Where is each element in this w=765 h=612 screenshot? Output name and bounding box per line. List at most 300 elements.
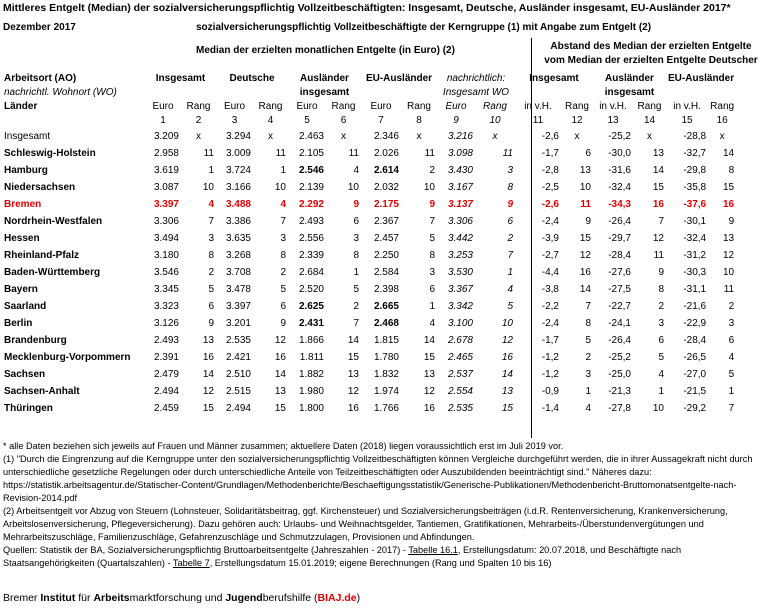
- table-cell: -29,2: [683, 403, 707, 414]
- row-header-laender: Länder: [4, 101, 38, 112]
- table-cell: 12: [652, 233, 664, 244]
- table-cell: x: [268, 131, 273, 142]
- table-cell: 4: [280, 199, 286, 210]
- table-row: [2, 366, 736, 383]
- table-cell: 2.678: [447, 335, 473, 346]
- table-cell: -25,2: [608, 131, 631, 142]
- footer-part: für: [75, 592, 94, 604]
- table-cell: -28,4: [683, 335, 707, 346]
- table-cell: 4: [353, 165, 359, 176]
- row-label: Thüringen: [4, 403, 53, 414]
- table-cell: 3.345: [153, 284, 179, 295]
- table-cell: 13: [652, 148, 664, 159]
- row-label: Berlin: [4, 318, 33, 329]
- table-cell: -3,8: [541, 284, 559, 295]
- table-cell: 9: [728, 216, 735, 227]
- table-cell: 8: [728, 165, 735, 176]
- table-cell: x: [719, 131, 725, 142]
- table-cell: 16: [723, 199, 735, 210]
- table-cell: 3: [353, 233, 359, 244]
- table-row: [2, 179, 736, 196]
- table-cell: 12: [274, 335, 286, 346]
- table-cell: -34,3: [608, 199, 631, 210]
- table-cell: 2.139: [298, 182, 324, 193]
- table-cell: 15: [579, 233, 591, 244]
- table-cell: x: [574, 131, 580, 142]
- table-cell: 2: [353, 301, 359, 312]
- table-cell: 1: [658, 386, 664, 397]
- table-cell: 2.684: [298, 267, 324, 278]
- table-cell: 3: [585, 369, 591, 380]
- unit-4: Rang: [258, 101, 283, 112]
- table-cell: 13: [347, 369, 359, 380]
- table-cell: -32,7: [683, 148, 707, 159]
- table-cell: x: [416, 131, 422, 142]
- table-cell: -24,1: [608, 318, 631, 329]
- note-sources: [3, 544, 763, 570]
- table-cell: 5: [585, 335, 591, 346]
- table-cell: 3.386: [225, 216, 251, 227]
- table-cell: 2.457: [373, 233, 399, 244]
- colnum-9: 9: [453, 115, 459, 126]
- row-label: Rheinland-Pfalz: [4, 250, 80, 261]
- table-cell: 3.306: [447, 216, 473, 227]
- table-cell: 2.339: [298, 250, 324, 261]
- table-cell: 2: [728, 301, 735, 312]
- table-cell: 1: [507, 267, 513, 278]
- table-cell: -2,2: [541, 301, 559, 312]
- table-cell: -37,6: [683, 199, 707, 210]
- header-row-3: [2, 100, 736, 114]
- table-cell: 9: [280, 318, 286, 329]
- row-label: Niedersachsen: [4, 182, 76, 193]
- table-cell: 9: [507, 199, 513, 210]
- table-cell: 1: [353, 267, 359, 278]
- table-cell: 5: [658, 352, 664, 363]
- table-cell: 15: [723, 182, 735, 193]
- table-cell: 2.515: [225, 386, 251, 397]
- unit-15: in v.H.: [673, 101, 701, 112]
- footer-part-bold: Jugend: [225, 592, 263, 604]
- group-abstand-insgesamt: Insgesamt: [529, 73, 579, 84]
- table-cell: 2.494: [153, 386, 179, 397]
- table-cell: -0,9: [541, 386, 559, 397]
- group-nachrichtlich: nachrichtlich:: [446, 73, 506, 84]
- table-cell: -1,7: [541, 335, 559, 346]
- table-cell: 2.459: [153, 403, 179, 414]
- table-cell: 2: [585, 352, 591, 363]
- colnum-13: 13: [607, 115, 619, 126]
- table-cell: 3.530: [447, 267, 473, 278]
- table-cell: 11: [203, 148, 214, 159]
- table-cell: 8: [507, 182, 513, 193]
- table-cell: -26,4: [608, 335, 631, 346]
- table-cell: 12: [501, 335, 513, 346]
- row-label: Brandenburg: [4, 335, 67, 346]
- table-cell: 3.180: [153, 250, 179, 261]
- group-abstand-auslaender: Ausländer: [605, 73, 654, 84]
- table-cell: 13: [579, 165, 591, 176]
- table-cell: x: [196, 131, 201, 142]
- table-cell: 3.201: [225, 318, 251, 329]
- footer-part: ): [356, 592, 361, 604]
- table-cell: -22,9: [683, 318, 707, 329]
- table-cell: 13: [723, 233, 735, 244]
- table-cell: 3.216: [447, 131, 473, 142]
- table-cell: 10: [347, 182, 359, 193]
- subtitle-kerngruppe: sozialversicherungspflichtig Vollzeitbeschäftigte der Kerngruppe (1) mit Angabe zum Entgelt (2): [196, 22, 652, 33]
- colnum-7: 7: [378, 115, 384, 126]
- table-cell: 2: [507, 233, 513, 244]
- table-cell: -30,1: [683, 216, 707, 227]
- table-cell: 6: [280, 301, 286, 312]
- table-cell: -28,4: [608, 250, 631, 261]
- table-cell: 5: [208, 284, 214, 295]
- table-cell: 9: [585, 216, 591, 227]
- group-eu: EU-Ausländer: [365, 73, 433, 84]
- table-cell: 3.166: [225, 182, 251, 193]
- table-cell: 7: [353, 318, 359, 329]
- table-cell: 1.832: [373, 369, 399, 380]
- table-cell: 4: [208, 199, 214, 210]
- table-cell: 2.105: [298, 148, 324, 159]
- table-cell: -25,2: [608, 352, 631, 363]
- table-cell: 3.708: [225, 267, 251, 278]
- table-cell: 3.294: [225, 131, 251, 142]
- table-cell: 11: [580, 199, 591, 210]
- entgelt-table: [2, 72, 736, 417]
- unit-12: Rang: [565, 101, 589, 112]
- table-row: [2, 315, 736, 332]
- table-cell: 2.625: [298, 301, 324, 312]
- table-cell: 1.811: [299, 352, 324, 363]
- group-abstand-eu: EU-Ausländer: [668, 73, 735, 84]
- table-cell: 1.980: [298, 386, 324, 397]
- table-cell: 2.520: [298, 284, 324, 295]
- table-cell: 5: [353, 284, 359, 295]
- table-cell: 2.535: [447, 403, 473, 414]
- table-cell: 3.009: [225, 148, 251, 159]
- row-label: Schleswig-Holstein: [4, 148, 96, 159]
- table-cell: 3.126: [153, 318, 179, 329]
- table-cell: 2: [658, 301, 664, 312]
- table-cell: -21,5: [683, 386, 707, 397]
- row-label: Sachsen-Anhalt: [4, 386, 80, 397]
- table-cell: 1.800: [298, 403, 324, 414]
- table-cell: -31,2: [683, 250, 707, 261]
- table-cell: 2.250: [373, 250, 399, 261]
- table-cell: -27,0: [683, 369, 707, 380]
- colnum-3: 3: [231, 115, 238, 126]
- table-cell: 1: [429, 301, 435, 312]
- table-cell: 2.584: [373, 267, 399, 278]
- sources-text-mid: , Erstellungsdatum: 20.07.2018, und Beschäftigte nach Staatsangehörigkeiten (Quartalszahlen) -: [3, 545, 682, 568]
- table-cell: -2,7: [541, 250, 559, 261]
- note-star: * alle Daten beziehen sich jeweils auf Frauen und Männer zusammen; aktuellere Daten (2018) liegen voraussichtlich erst im Juli 2019 vor.: [3, 441, 564, 451]
- table-row: [2, 264, 736, 281]
- table-cell: 6: [658, 335, 664, 346]
- table-cell: -3,9: [541, 233, 559, 244]
- table-cell: 2.556: [298, 233, 324, 244]
- table-cell: 4: [429, 318, 435, 329]
- note-2: (2) Arbeitsentgelt vor Abzug von Steuern (Lohnsteuer, Solidaritätsbeitrag, ggf. Kirchensteuer) und Sozialversicherungsbeiträgen (i.d.R. Rentenversicherung, Krankenversicherung, Arbeitslosenversicherung, Pflegeversicherung). Dazu gehören auch: Urlaubs- und Weihnachtsgelder, Tantiemen, Gratifikationen, Mehrarbeits-/Überstundenvergütungen und Mehrarbeitszuschläge, Familienzuschläge, Gefahrenzuschläge und Schmutzzulagen, Provisionen und Abfindungen.: [3, 506, 728, 542]
- table-row: [2, 247, 736, 264]
- colnum-2: 2: [195, 115, 202, 126]
- table-cell: -1,4: [541, 403, 559, 414]
- table-row: [2, 400, 736, 417]
- table-cell: 3: [280, 233, 286, 244]
- table-cell: 1: [208, 165, 214, 176]
- table-cell: 2.398: [373, 284, 399, 295]
- table-cell: 8: [658, 284, 664, 295]
- table-cell: 8: [353, 250, 359, 261]
- table-cell: -2,6: [541, 199, 559, 210]
- colnum-4: 4: [267, 115, 274, 126]
- table-cell: 3.367: [447, 284, 473, 295]
- table-cell: -25,0: [608, 369, 631, 380]
- unit-9: Euro: [445, 101, 467, 112]
- colnum-1: 1: [160, 115, 166, 126]
- table-cell: 14: [423, 335, 435, 346]
- group-deutsche: Deutsche: [229, 73, 275, 84]
- table-cell: 13: [202, 335, 214, 346]
- group-auslaender: Ausländer: [300, 73, 349, 84]
- page-title: Mittleres Entgelt (Median) der sozialversicherungspflichtig Vollzeitbeschäftigten: Insgesamt, Deutsche, Ausländer insgesamt, EU-Ausländer 2017*: [3, 2, 731, 14]
- footer-link-biaj[interactable]: BIAJ.de: [317, 592, 357, 604]
- table-cell: 3.137: [447, 199, 473, 210]
- table-cell: 11: [275, 148, 286, 159]
- table-cell: 3.098: [447, 148, 473, 159]
- table-cell: 3.430: [447, 165, 473, 176]
- table-body: [2, 128, 736, 417]
- table-cell: 1.780: [373, 352, 399, 363]
- footer-part: marktforschung und: [129, 592, 226, 604]
- table-cell: 3.619: [153, 165, 179, 176]
- table-cell: -21,3: [608, 386, 631, 397]
- table-cell: 7: [280, 216, 286, 227]
- table-cell: -27,8: [608, 403, 631, 414]
- table-cell: -1,7: [541, 148, 559, 159]
- table-cell: 1.866: [298, 335, 324, 346]
- table-cell: 16: [274, 352, 286, 363]
- colnum-5: 5: [304, 115, 310, 126]
- table-cell: -32,4: [683, 233, 707, 244]
- table-cell: 14: [347, 335, 359, 346]
- table-cell: -2,4: [541, 216, 559, 227]
- row-label: Baden-Württemberg: [4, 267, 101, 278]
- unit-16: Rang: [710, 101, 735, 112]
- table-cell: 2.468: [373, 318, 399, 329]
- table-cell: 14: [579, 284, 591, 295]
- table-cell: 10: [202, 182, 214, 193]
- header-row-1: [2, 72, 736, 86]
- table-cell: 10: [274, 182, 286, 193]
- table-cell: 5: [728, 369, 735, 380]
- table-row: [2, 332, 736, 349]
- table-cell: 15: [202, 403, 214, 414]
- group-nachrichtlich-2: Insgesamt WO: [442, 87, 510, 98]
- table-cell: 7: [429, 216, 435, 227]
- table-cell: 4: [658, 369, 664, 380]
- table-cell: 2.026: [373, 148, 399, 159]
- row-label: Mecklenburg-Vorpommern: [4, 352, 131, 363]
- table-cell: -27,5: [608, 284, 631, 295]
- table-cell: -26,4: [608, 216, 631, 227]
- table-cell: 9: [429, 199, 435, 210]
- table-cell: -27,6: [608, 267, 631, 278]
- table-cell: 10: [723, 267, 735, 278]
- table-cell: 1: [280, 165, 286, 176]
- table-cell: 2.391: [153, 352, 179, 363]
- table-cell: 12: [202, 386, 214, 397]
- table-cell: 3.167: [447, 182, 473, 193]
- table-cell: 15: [274, 403, 286, 414]
- table-cell: -21,6: [683, 301, 707, 312]
- date-label: Dezember 2017: [3, 22, 76, 33]
- unit-11: in v.H.: [524, 101, 552, 112]
- table-row: [2, 281, 736, 298]
- source-link-tabelle-16-1[interactable]: Tabelle 16.1: [408, 545, 458, 555]
- table-cell: 3.100: [447, 318, 473, 329]
- unit-1: Euro: [152, 101, 174, 112]
- header-row-2: [2, 86, 736, 100]
- header-row-4: [2, 114, 736, 128]
- table-cell: -4,4: [541, 267, 559, 278]
- table-row: [2, 230, 736, 247]
- row-label: Hamburg: [4, 165, 48, 176]
- table-cell: 12: [347, 386, 359, 397]
- table-cell: 1.882: [298, 369, 324, 380]
- table-cell: -26,5: [683, 352, 707, 363]
- table-cell: 3: [208, 233, 214, 244]
- table-cell: 12: [723, 250, 735, 261]
- table-cell: 2.292: [298, 199, 324, 210]
- table-cell: 6: [728, 335, 735, 346]
- table-cell: 7: [585, 301, 591, 312]
- table-cell: 10: [579, 182, 591, 193]
- table-cell: 16: [423, 403, 435, 414]
- table-cell: 3.546: [153, 267, 179, 278]
- table-cell: 3: [429, 267, 435, 278]
- unit-3: Euro: [223, 101, 246, 112]
- unit-13: in v.H.: [599, 101, 627, 112]
- table-cell: 7: [658, 216, 664, 227]
- table-cell: 15: [652, 182, 664, 193]
- table-cell: 2.431: [298, 318, 324, 329]
- table-cell: 8: [429, 250, 435, 261]
- colnum-10: 10: [489, 115, 501, 126]
- table-cell: 5: [429, 233, 435, 244]
- row-header-ao: Arbeitsort (AO): [4, 73, 77, 84]
- table-cell: x: [341, 131, 346, 142]
- table-cell: 6: [429, 284, 435, 295]
- table-cell: 9: [658, 267, 664, 278]
- table-cell: 3.494: [153, 233, 179, 244]
- table-cell: 2: [429, 165, 435, 176]
- table-cell: 11: [723, 284, 735, 295]
- footer-part: berufshilfe (: [262, 592, 318, 604]
- table-cell: 16: [652, 199, 664, 210]
- table-row: [2, 128, 736, 145]
- table-cell: 14: [723, 148, 735, 159]
- source-link-tabelle-7[interactable]: Tabelle 7: [172, 558, 210, 568]
- table-row: [2, 162, 736, 179]
- table-cell: 3: [507, 165, 513, 176]
- table-cell: 9: [208, 318, 214, 329]
- table-cell: 2.614: [373, 165, 399, 176]
- table-cell: 9: [353, 199, 359, 210]
- colnum-12: 12: [571, 115, 583, 126]
- table-cell: 2.175: [373, 199, 399, 210]
- footer-part-bold: Institut: [40, 592, 76, 604]
- table-cell: 4: [507, 284, 513, 295]
- unit-2: Rang: [186, 101, 211, 112]
- unit-5: Euro: [296, 101, 318, 112]
- table-cell: 8: [208, 250, 214, 261]
- table-cell: 3.253: [447, 250, 473, 261]
- table-cell: 2.493: [298, 216, 324, 227]
- table-cell: 14: [274, 369, 286, 380]
- table-cell: 2.493: [153, 335, 179, 346]
- table-cell: 1: [585, 386, 591, 397]
- colnum-11: 11: [532, 115, 544, 126]
- table-cell: -30,0: [608, 148, 631, 159]
- group-insgesamt: Insgesamt: [155, 73, 206, 84]
- row-label: Insgesamt: [4, 131, 51, 142]
- table-cell: 6: [353, 216, 359, 227]
- table-cell: 1: [728, 386, 735, 397]
- table-cell: x: [647, 131, 652, 142]
- table-cell: 11: [424, 148, 435, 159]
- table-row: [2, 383, 736, 400]
- abstand-header: Abstand des Median der erzielten Entgelte vom Median der erzielten Entgelte Deutscher: [544, 41, 758, 66]
- table-cell: 16: [501, 352, 513, 363]
- note-1: (1) "Durch die Eingrenzung auf die Kerngruppe unter den sozialversicherungspflichtig Vollzeitbeschäftigten können Vergleiche durchgeführt werden, die in ihrer Aussagekraft nicht durch unterschiedliche gesetzliche Regelungen oder durch unterschiedliche Anteile von Teilzeitbeschäftigten oder Auszubildenden beeinträchtigt sind." Näheres dazu: https://statistik.arbeitsagentur.de/Statischer-Content/Grundlagen/Methodenberichte/Beschaeftigungsstatistik/Generische-Publikationen/Methodenbericht-Bruttomonatsentgelte-nach-Revision-2014.pdf: [3, 454, 753, 503]
- table-cell: 2.346: [373, 131, 399, 142]
- table-row: [2, 145, 736, 162]
- table-cell: 16: [202, 352, 214, 363]
- table-cell: 2.535: [225, 335, 251, 346]
- colnum-15: 15: [681, 115, 693, 126]
- table-cell: 2.494: [225, 403, 251, 414]
- colnum-14: 14: [643, 115, 656, 126]
- table-row: [2, 349, 736, 366]
- table-cell: 3.087: [153, 182, 179, 193]
- table-cell: 3.442: [447, 233, 473, 244]
- table-cell: 7: [507, 250, 513, 261]
- row-label: Hessen: [4, 233, 40, 244]
- table-cell: 3.342: [447, 301, 473, 312]
- table-cell: 11: [653, 250, 664, 261]
- table-cell: -2,6: [541, 131, 559, 142]
- table-cell: 5: [280, 284, 286, 295]
- table-cell: 2.465: [447, 352, 473, 363]
- table-cell: 3.635: [225, 233, 251, 244]
- table-cell: -29,7: [608, 233, 631, 244]
- table-cell: 3.209: [153, 131, 179, 142]
- table-cell: 6: [507, 216, 513, 227]
- table-cell: 7: [208, 216, 214, 227]
- group-auslaender-2: insgesamt: [299, 87, 350, 98]
- table-cell: -2,4: [541, 318, 559, 329]
- table-cell: -22,7: [608, 301, 631, 312]
- footer-part: Bremer: [3, 592, 41, 604]
- table-cell: 12: [423, 386, 435, 397]
- table-cell: 14: [202, 369, 214, 380]
- table-row: [2, 213, 736, 230]
- table-cell: -32,4: [608, 182, 631, 193]
- colnum-8: 8: [416, 115, 422, 126]
